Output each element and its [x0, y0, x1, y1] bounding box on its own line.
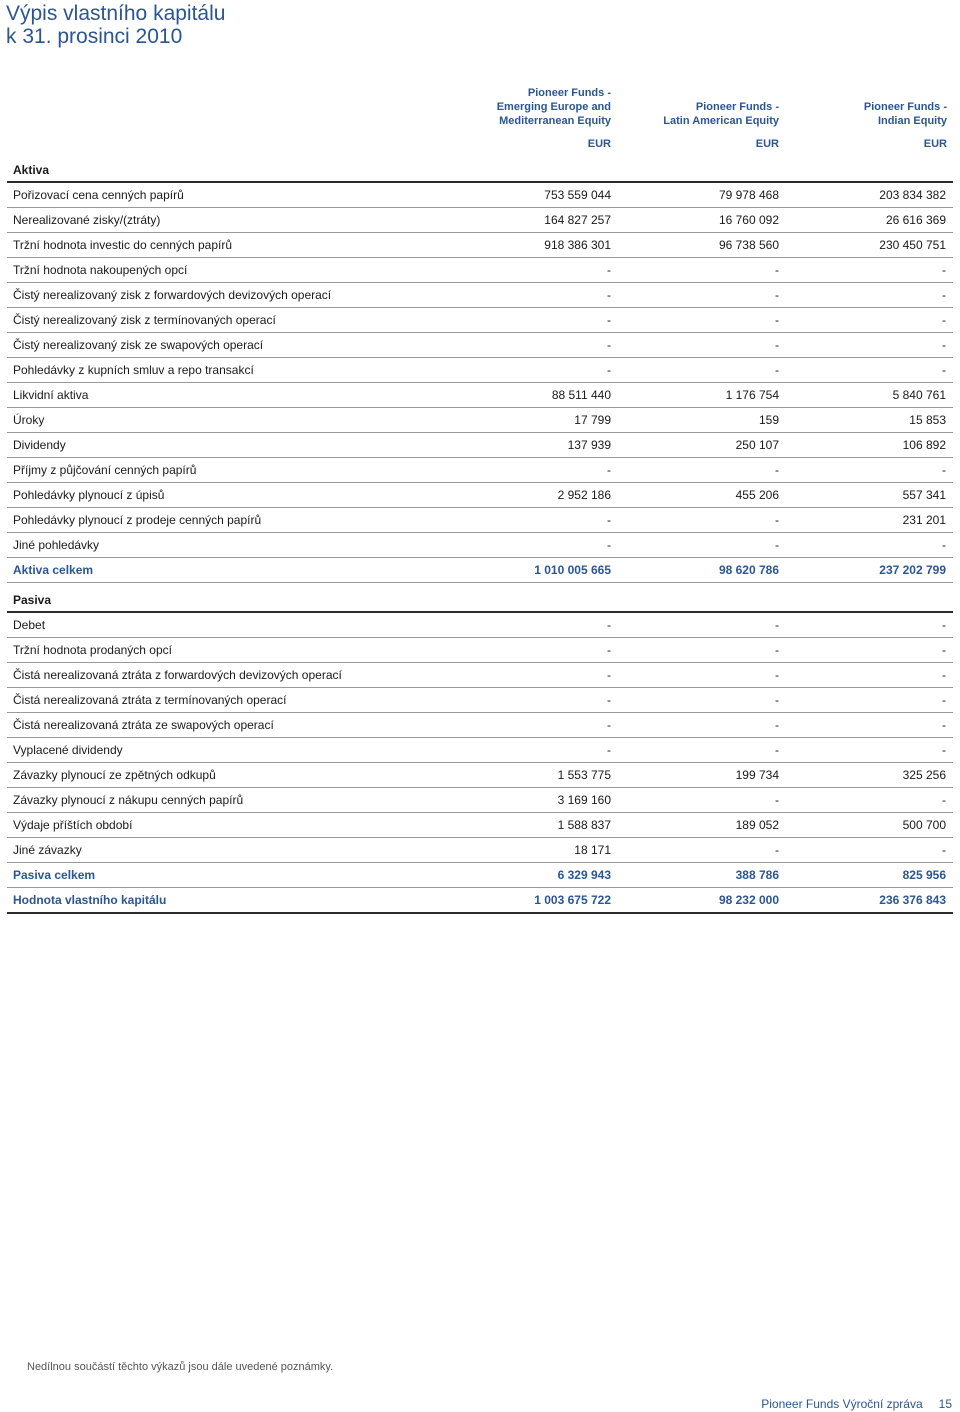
value-col-2: -	[775, 363, 779, 377]
assets-row	[7, 383, 953, 408]
liabilities-row	[7, 638, 953, 663]
column-currency: EUR	[587, 138, 611, 150]
value-col-3: -	[942, 288, 946, 302]
row-label: Aktiva celkem	[13, 563, 94, 577]
value-col-1: -	[607, 338, 611, 352]
row-label: Závazky plynoucí ze zpětných odkupů	[13, 768, 216, 782]
liabilities-row	[7, 763, 953, 788]
liabilities-row	[7, 688, 953, 713]
row-label: Čistý nerealizovaný zisk z forwardových devizových operací	[13, 288, 332, 302]
value-col-1: 1 588 837	[557, 818, 611, 832]
liabilities-row	[7, 738, 953, 763]
value-col-2: -	[775, 618, 779, 632]
row-label: Tržní hodnota nakoupených opcí	[13, 263, 188, 277]
assets-row	[7, 533, 953, 558]
page-title	[6, 2, 225, 48]
value-col-2: 388 786	[735, 868, 779, 882]
value-col-2: -	[775, 338, 779, 352]
value-col-2: -	[775, 463, 779, 477]
column-header-line: Pioneer Funds -	[527, 87, 611, 99]
assets-row	[7, 483, 953, 508]
value-col-3: -	[942, 668, 946, 682]
value-col-3: 231 201	[902, 513, 946, 527]
column-header-indian-equity	[727, 86, 947, 151]
column-header-line: Pioneer Funds -	[695, 101, 779, 113]
value-col-2: -	[775, 643, 779, 657]
value-col-2: 96 738 560	[718, 238, 779, 252]
page-footer	[761, 1397, 952, 1411]
value-col-1: -	[607, 288, 611, 302]
value-col-2: 1 176 754	[725, 388, 779, 402]
value-col-2: -	[775, 263, 779, 277]
value-col-3: -	[942, 463, 946, 477]
value-col-1: -	[607, 668, 611, 682]
assets-row	[7, 408, 953, 433]
net-asset-value-row	[7, 888, 953, 914]
value-col-2: -	[775, 513, 779, 527]
value-col-1: 1 003 675 722	[534, 893, 611, 907]
assets-row	[7, 333, 953, 358]
value-col-2: -	[775, 693, 779, 707]
value-col-2: 98 232 000	[718, 893, 779, 907]
row-label: Dividendy	[13, 438, 66, 452]
column-header-line: Emerging Europe and	[496, 101, 611, 113]
column-currency: EUR	[923, 138, 947, 150]
value-col-2: 16 760 092	[718, 213, 779, 227]
column-header-line: Indian Equity	[877, 115, 947, 127]
assets-total-row	[7, 558, 953, 583]
value-col-3: -	[942, 843, 946, 857]
value-col-3: -	[942, 793, 946, 807]
value-col-3: 237 202 799	[879, 563, 946, 577]
row-label: Čistá nerealizovaná ztráta z forwardových devizových operací	[13, 668, 342, 682]
value-col-1: 1 553 775	[557, 768, 611, 782]
value-col-3: -	[942, 618, 946, 632]
liabilities-heading-row	[7, 588, 953, 613]
liabilities-row	[7, 713, 953, 738]
column-header-spacer	[727, 86, 947, 100]
value-col-1: 3 169 160	[557, 793, 611, 807]
row-label: Pořizovací cena cenných papírů	[13, 188, 184, 202]
liabilities-row	[7, 663, 953, 688]
row-label: Likvidní aktiva	[13, 388, 89, 402]
assets-row	[7, 208, 953, 233]
value-col-3: -	[942, 693, 946, 707]
row-label: Příjmy z půjčování cenných papírů	[13, 463, 197, 477]
assets-row	[7, 458, 953, 483]
value-col-1: 753 559 044	[544, 188, 611, 202]
assets-row	[7, 508, 953, 533]
assets-row	[7, 258, 953, 283]
value-col-1: 2 952 186	[557, 488, 611, 502]
value-col-3: -	[942, 538, 946, 552]
assets-heading: Aktiva	[13, 163, 50, 177]
row-label: Tržní hodnota investic do cenných papírů	[13, 238, 233, 252]
column-header-line: Mediterranean Equity	[499, 115, 611, 127]
value-col-3: 325 256	[902, 768, 946, 782]
value-col-3: 230 450 751	[879, 238, 946, 252]
value-col-1: -	[607, 693, 611, 707]
value-col-2: -	[775, 313, 779, 327]
column-currency: EUR	[755, 138, 779, 150]
row-label: Úroky	[13, 413, 45, 427]
value-col-2: 79 978 468	[718, 188, 779, 202]
row-label: Čistá nerealizovaná ztráta z termínovaných operací	[13, 693, 287, 707]
value-col-1: 918 386 301	[544, 238, 611, 252]
value-col-2: -	[775, 843, 779, 857]
value-col-1: 137 939	[567, 438, 611, 452]
value-col-3: 106 892	[902, 438, 946, 452]
assets-table	[7, 158, 953, 583]
row-label: Výdaje příštích období	[13, 818, 133, 832]
value-col-3: -	[942, 313, 946, 327]
assets-row	[7, 308, 953, 333]
value-col-1: -	[607, 463, 611, 477]
value-col-2: -	[775, 718, 779, 732]
value-col-1: -	[607, 618, 611, 632]
row-label: Čistý nerealizovaný zisk z termínovaných operací	[13, 313, 276, 327]
assets-row	[7, 433, 953, 458]
column-header-line: Latin American Equity	[663, 115, 779, 127]
value-col-3: 203 834 382	[879, 188, 946, 202]
value-col-3: 26 616 369	[885, 213, 946, 227]
value-col-2: -	[775, 668, 779, 682]
liabilities-row	[7, 813, 953, 838]
value-col-2: 98 620 786	[718, 563, 779, 577]
value-col-3: 557 341	[902, 488, 946, 502]
column-header-line: Pioneer Funds -	[863, 101, 947, 113]
row-label: Čistá nerealizovaná ztráta ze swapových operací	[13, 718, 274, 732]
value-col-1: 88 511 440	[551, 388, 611, 402]
row-label: Nerealizované zisky/(ztráty)	[13, 213, 161, 227]
value-col-1: -	[607, 643, 611, 657]
title-line-2: k 31. prosinci 2010	[6, 25, 183, 48]
liabilities-row	[7, 613, 953, 638]
value-col-1: -	[607, 513, 611, 527]
value-col-1: -	[607, 313, 611, 327]
row-label: Hodnota vlastního kapitálu	[13, 893, 167, 907]
value-col-3: 825 956	[902, 868, 946, 882]
row-label: Pohledávky plynoucí z úpisů	[13, 488, 165, 502]
value-col-3: -	[942, 743, 946, 757]
value-col-3: 236 376 843	[879, 893, 946, 907]
assets-row	[7, 183, 953, 208]
liabilities-row	[7, 788, 953, 813]
assets-heading-row	[7, 158, 953, 183]
value-col-3: -	[942, 643, 946, 657]
value-col-1: 18 171	[574, 843, 611, 857]
value-col-2: 250 107	[735, 438, 779, 452]
value-col-1: 164 827 257	[544, 213, 611, 227]
assets-row	[7, 358, 953, 383]
footnote: Nedílnou součástí těchto výkazů jsou dále uvedené poznámky.	[27, 1361, 334, 1373]
value-col-3: -	[942, 263, 946, 277]
page-number: 15	[938, 1397, 952, 1411]
value-col-3: -	[942, 363, 946, 377]
liabilities-row	[7, 838, 953, 863]
title-line-1: Výpis vlastního kapitálu	[6, 2, 226, 25]
row-label: Tržní hodnota prodaných opcí	[13, 643, 172, 657]
value-col-3: 15 853	[909, 413, 946, 427]
footer-text: Pioneer Funds Výroční zpráva	[761, 1397, 923, 1411]
value-col-2: 159	[758, 413, 779, 427]
row-label: Jiné pohledávky	[13, 538, 100, 552]
value-col-1: -	[607, 718, 611, 732]
liabilities-total-row	[7, 863, 953, 888]
value-col-2: -	[775, 793, 779, 807]
row-label: Vyplacené dividendy	[13, 743, 123, 757]
value-col-1: -	[607, 538, 611, 552]
value-col-1: 6 329 943	[557, 868, 611, 882]
value-col-3: -	[942, 718, 946, 732]
value-col-2: -	[775, 288, 779, 302]
row-label: Čistý nerealizovaný zisk ze swapových operací	[13, 338, 264, 352]
assets-row	[7, 233, 953, 258]
liabilities-heading: Pasiva	[13, 593, 52, 607]
assets-row	[7, 283, 953, 308]
value-col-1: -	[607, 743, 611, 757]
value-col-3: 5 840 761	[892, 388, 946, 402]
value-col-1: 1 010 005 665	[534, 563, 611, 577]
value-col-2: -	[775, 743, 779, 757]
value-col-2: 199 734	[735, 768, 779, 782]
value-col-2: 455 206	[735, 488, 779, 502]
row-label: Jiné závazky	[13, 843, 82, 857]
row-label: Pohledávky z kupních smluv a repo transakcí	[13, 363, 254, 377]
liabilities-table	[7, 588, 953, 914]
value-col-3: 500 700	[902, 818, 946, 832]
value-col-1: -	[607, 263, 611, 277]
value-col-2: -	[775, 538, 779, 552]
value-col-3: -	[942, 338, 946, 352]
value-col-1: -	[607, 363, 611, 377]
row-label: Pohledávky plynoucí z prodeje cenných papírů	[13, 513, 262, 527]
row-label: Debet	[13, 618, 46, 632]
row-label: Závazky plynoucí z nákupu cenných papírů	[13, 793, 244, 807]
value-col-2: 189 052	[735, 818, 779, 832]
row-label: Pasiva celkem	[13, 868, 96, 882]
value-col-1: 17 799	[574, 413, 611, 427]
